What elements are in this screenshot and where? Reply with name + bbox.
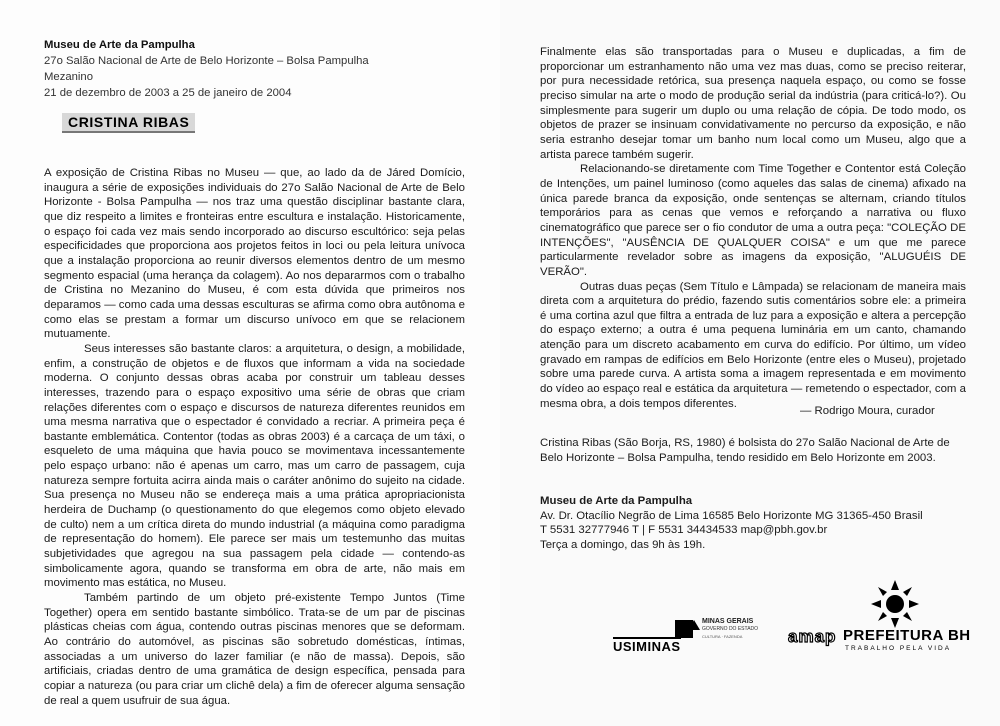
artist-name: CRISTINA RIBAS: [62, 113, 195, 133]
exhibition-name: 27o Salão Nacional de Arte de Belo Horizonte – Bolsa Pampulha: [44, 55, 369, 67]
museum-name: Museu de Arte da Pampulha: [44, 39, 195, 51]
exhibition-location: Mezanino: [44, 71, 93, 83]
left-text-column: [44, 166, 465, 708]
paragraph: Outras duas peças (Sem Título e Lâmpada) se relacionam de maneira mais direta com a arquitetura do prédio, fazendo sutis comentários sobre ele: a primeira é uma cortina azul que filtra a entrada de luz para a exposição e altera a percepção do espaço externo; a outra é uma pequena luminária em um canto, chamando atenção para um discreto acabamento em curva do edifício. Por último, um vídeo gravado em rampas de edifícios em Belo Horizonte (entre eles o Museu), projetado sobre uma parede curva. A artista soma a imagem representada e em movimento do vídeo ao espaço real e estática da arquitetura — remetendo o espectador, com a mesma obra, a dois tempos diferentes.: [540, 280, 966, 410]
artist-bio: Cristina Ribas (São Borja, RS, 1980) é bolsista do 27o Salão Nacional de Arte de Belo Horizonte – Bolsa Pampulha, tendo residido em Belo Horizonte em 2003.: [540, 437, 950, 464]
contact-hours: Terça a domingo, das 9h às 19h.: [540, 538, 706, 551]
paragraph: Seus interesses são bastante claros: a arquitetura, o design, a mobilidade, enfim, a construção de objetos e de fluxos que informam a vida na sociedade moderna. O conjunto dessas obras acaba por construir um tableau desses interesses, trazendo para o espaço expositivo uma série de obras que criam relações diferentes com o espaço e discursos de natureza diferentes reunidos em uma mesma narrativa que o espectador é convidado a recriar. A primeira peça é bastante emblemática. Contentor (todas as obras 2003) é a carcaça de um táxi, o esqueleto de uma máquina que havia pouco se movimentava incessantemente pelo espaço urbano: não é apenas um carro, mas um carro de passagem, cuja natureza sempre fortuita acirra ainda mais o caráter anônimo do sujeito na cidade. Sua presença no Museu não se endereça mais a uma prática apropriacionista herdeira de Duchamp (o questionamento do que elegemos como objeto elevado de culto) nem a um crítica direta do mundo industrial (a máquina como paradigma de representação do homem). Ele parece ser mais um testemunho das muitas subjetividades que agregou na sua passagem pela cidade — contendo-as simbolicamente agora, quando se transforma em obra de arte, não mais em movimento mas estática, no Museu.: [44, 342, 465, 590]
exhibition-dates: 21 de dezembro de 2003 a 25 de janeiro de 2004: [44, 87, 292, 99]
paragraph: A exposição de Cristina Ribas no Museu — que, ao lado da de Járed Domício, inaugura a série de exposições individuais do 27o Salão Nacional de Arte de Belo Horizonte - Bolsa Pampulha — nos traz uma questão disciplinar bastante clara, que diz respeito a limites e fronteiras entre escultura e instalação. Historicamente, o espaço foi cada vez mais sendo incorporado ao discurso escultórico: seja pelas especificidades que proporciona aos projetos feitos in loci ou pela leitura unívoca que a instalação proporciona ao reunir diversos elementos dentro de um mesmo segmento espacial (uma herança da colagem). Ao nos depararmos com o trabalho de Cristina no Mezanino do Museu, é com esta dúvida que primeiros nos deparamos — como cada uma dessas esculturas se afirma como obra autônoma e como elas se prestam a formar um discurso unívoco em que se relacionem mutuamente.: [44, 167, 465, 341]
sun-icon: [871, 580, 919, 628]
triangle-icon: [688, 620, 700, 630]
amap-logo: amap: [788, 627, 837, 646]
contact-phone: T 5531 32777946 T | F 5531 34434533 map@pbh.gov.br: [540, 524, 828, 537]
usiminas-logo: USIMINAS: [613, 639, 681, 654]
museum-contact: [540, 494, 960, 552]
curator-signature: — Rodrigo Moura, curador: [800, 405, 935, 417]
prefeitura-bh-logo: PREFEITURA BH TRABALHO PELA VIDA: [841, 580, 991, 660]
minas-gerais-logo: MINAS GERAIS GOVERNO DO ESTADO CULTURA · FAZENDA: [702, 618, 782, 639]
contact-address: Av. Dr. Otacílio Negrão de Lima 16585 Belo Horizonte MG 31365-450 Brasil: [540, 509, 923, 522]
exhibition-header: [44, 37, 464, 101]
paragraph: Finalmente elas são transportadas para o Museu e duplicadas, a fim de proporcionar um estranhamento não uma vez mas duas, como se preciso reiterar, por pura necessidade retórica, sua presença naquela espaço, ou como se fosse preciso simular na arte o modo de produção serial da indústria (para criticá-lo?). Ou simplesmente para sugerir um duplo ou uma relação de cópia. De todo modo, os objetos de prazer se insinuam convidativamente no percurso da exposição, e não seria estranho desejar tomar um banho num local como um Museu, algo que a artista parece também sugerir.: [540, 46, 966, 161]
paragraph: Relacionando-se diretamente com Time Together e Contentor está Coleção de Intenções, um painel luminoso (como aqueles das salas de cinema) afixado na única parede branca da exposição, onde sentenças se alternam, criando títulos temporários para as cenas que vemos e reforçando a narrativa ou fluxo cinematográfico que parece ser o fio condutor de uma a outra peça: "COLEÇÃO DE INTENÇÕES", "AUSÊNCIA DE QUALQUER COISA" e um que me parece particularmente revelador sobre as imagens da exposição, "ALUGUÉIS DE VERÃO".: [540, 163, 966, 278]
paragraph: Também partindo de um objeto pré-existente Tempo Juntos (Time Together) opera em sentido bastante simbólico. Trata-se de um par de piscinas plásticas cheias com água, contendo outras piscinas menores que se deformam. Ao contrário do automóvel, as piscinas são sobretudo domésticas, íntimas, associadas a um universo do lazer familiar (e não de massa). Depois, são artificiais, criadas dentro de uma gramática de design específica, pensada para copiar a natureza (ou para criar um clichê dela) a fim de oferecer alguma sensação de real a quem usufruir de sua água.: [44, 592, 465, 707]
sponsor-logos: [605, 580, 985, 660]
contact-title: Museu de Arte da Pampulha: [540, 495, 693, 507]
right-page: [500, 0, 1000, 726]
right-text-column: [540, 45, 966, 411]
